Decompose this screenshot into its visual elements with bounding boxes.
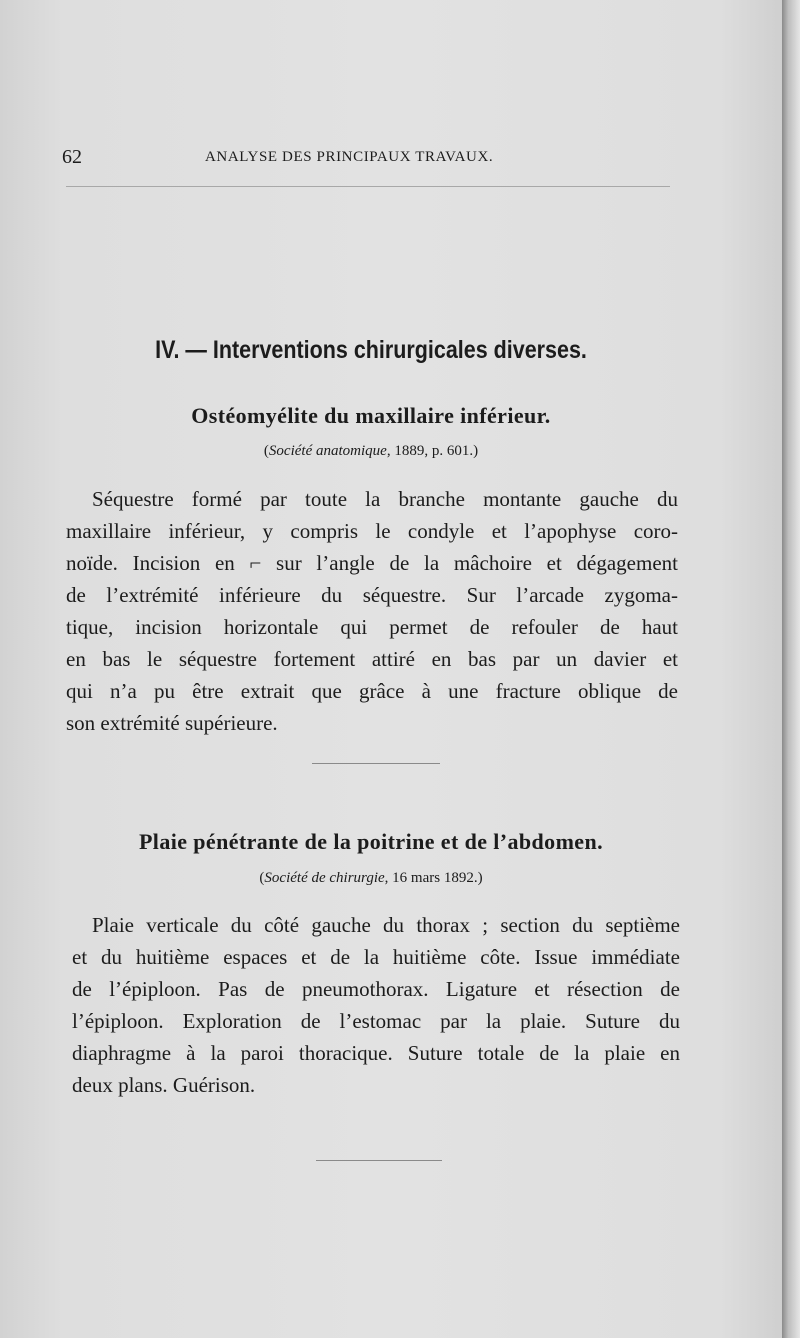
body-line: de l’épiploon. Pas de pneumothorax. Ligature et résection de — [72, 977, 680, 1001]
running-header-title: ANALYSE DES PRINCIPAUX TRAVAUX. — [205, 149, 494, 165]
body-line: diaphragme à la paroi thoracique. Suture totale de la plaie en — [72, 1041, 680, 1065]
header-rule — [66, 186, 670, 187]
source-open-paren: ( — [263, 443, 269, 459]
running-header — [62, 146, 672, 172]
body-line: son extrémité supérieure. — [66, 711, 278, 735]
article-source-plaie — [0, 870, 742, 887]
article-source-osteomyelitis — [0, 443, 742, 460]
page-number: 62 — [62, 146, 82, 168]
page-gutter-shadow — [782, 0, 800, 1338]
body-line: l’épiploon. Exploration de l’estomac par la plaie. Suture du — [72, 1009, 680, 1033]
body-line: Séquestre formé par toute la branche montante gauche du — [92, 487, 678, 511]
source-journal: Société anatomique — [268, 443, 387, 459]
section-heading: IV. — Interventions chirurgicales diverses. — [155, 336, 587, 364]
body-line: noïde. Incision en ⌐ sur l’angle de la mâchoire et dégagement — [66, 551, 678, 575]
body-line: tique, incision horizontale qui permet de refouler de haut — [66, 615, 678, 639]
body-line: de l’extrémité inférieure du séquestre. Sur l’arcade zygoma- — [66, 583, 678, 607]
body-line: et du huitième espaces et de la huitième côte. Issue immédiate — [72, 945, 680, 969]
article-body-osteomyelitis — [66, 483, 678, 739]
article-title-osteomyelitis: Ostéomyélite du maxillaire inférieur. — [191, 403, 551, 428]
source-citation: , 16 mars 1892.) — [384, 870, 483, 886]
article-title-plaie: Plaie pénétrante de la poitrine et de l’abdomen. — [138, 829, 604, 854]
body-line: en bas le séquestre fortement attiré en bas par un davier et — [66, 647, 678, 671]
source-open-paren: ( — [259, 870, 265, 886]
article-separator — [316, 1160, 442, 1161]
body-line: Plaie verticale du côté gauche du thorax ; section du septième — [92, 913, 680, 937]
body-line: deux plans. Guérison. — [72, 1073, 256, 1097]
source-journal: Société de chirurgie — [264, 870, 385, 886]
source-citation: , 1889, p. 601.) — [386, 443, 479, 459]
article-body-plaie — [72, 909, 680, 1101]
article-separator — [312, 763, 440, 764]
body-line: maxillaire inférieur, y compris le condyle et l’apophyse coro- — [66, 519, 678, 543]
body-line: qui n’a pu être extrait que grâce à une fracture oblique de — [66, 679, 678, 703]
